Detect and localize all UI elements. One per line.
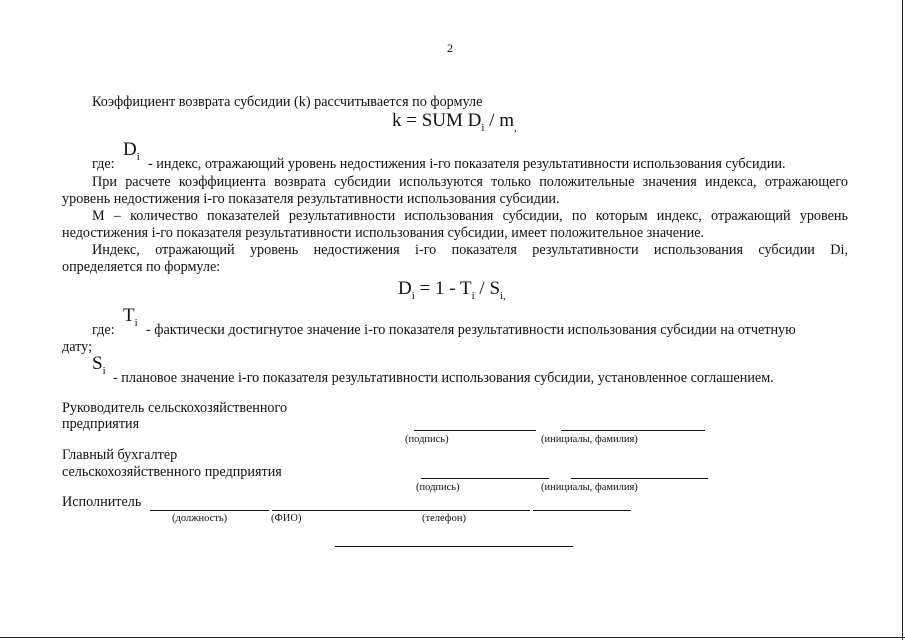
t-where-label: где: [92, 322, 115, 338]
page-number: 2 [447, 41, 453, 55]
para3-line1: Индекс, отражающий уровень недостижения i-го показателя результативности использования субсидии Di, [92, 242, 848, 258]
head-podpis-caption: (подпись) [405, 434, 449, 445]
para2-line1: М – количество показателей результативности использования субсидии, по которым индекс, отражающий уровень [92, 208, 848, 224]
para1-line2: уровень недостижения i-го показателя результативности использования субсидии. [62, 191, 560, 207]
accountant-signature-line [421, 478, 549, 479]
s-symbol: $S_i$ [92, 353, 106, 377]
accountant-initials-line [571, 478, 708, 479]
t-symbol: $T_i$ [123, 305, 138, 329]
accountant-title-line2: сельскохозяйственного предприятия [62, 464, 282, 480]
intro-text: Коэффициент возврата субсидии (k) рассчитывается по формуле [92, 94, 483, 110]
head-initials-line [561, 430, 705, 431]
executor-fio-caption: (ФИО) [271, 513, 302, 524]
para1-line1: При расчете коэффициента возврата субсидии используются только положительные значения индекса, отражающего [92, 174, 848, 190]
executor-label: Исполнитель [62, 494, 142, 510]
executor-position-caption: (должность) [172, 513, 228, 524]
head-title-line2: предприятия [62, 416, 140, 432]
scan-edge-bottom [0, 637, 905, 638]
scan-edge-right [902, 0, 903, 640]
head-title-line1: Руководитель сельскохозяйственного [62, 400, 288, 416]
para2-line2: недостижения i-го показателя результативности использования субсидии, имеет положительное значение. [62, 225, 705, 241]
head-signature-line [414, 430, 536, 431]
formula-k [392, 110, 517, 134]
formula-k-rhs: / m [484, 110, 514, 131]
formula-k-tail: , [514, 121, 517, 134]
head-initials-caption: (инициалы, фамилия) [541, 434, 638, 445]
para3-line2: определяется по формуле: [62, 259, 221, 275]
executor-phone-caption: (телефон) [422, 513, 466, 524]
d-where-label: где: [92, 156, 115, 172]
t-definition-cont: дату; [62, 339, 93, 355]
formula-k-lhs: k = SUM D [392, 110, 482, 131]
t-definition: - фактически достигнутое значение i-го показателя результативности использования субсидии на отчетную [146, 322, 796, 338]
executor-phone-line [533, 510, 631, 511]
accountant-initials-caption: (инициалы, фамилия) [541, 482, 638, 493]
formula-d: $D_i = 1 - T_i / S_{i,}$ [398, 278, 506, 302]
accountant-podpis-caption: (подпись) [416, 482, 460, 493]
closing-rule [335, 546, 573, 547]
accountant-title-line1: Главный бухгалтер [62, 447, 178, 463]
d-definition: - индекс, отражающий уровень недостижения i-го показателя результативности использования субсидии. [148, 156, 786, 172]
formula-k-sub: i [481, 121, 485, 134]
s-definition: - плановое значение i-го показателя результативности использования субсидии, установленное соглашением. [113, 370, 774, 386]
executor-position-line [150, 510, 269, 511]
executor-fio-line [272, 510, 530, 511]
d-symbol: $D_i$ [123, 139, 140, 163]
